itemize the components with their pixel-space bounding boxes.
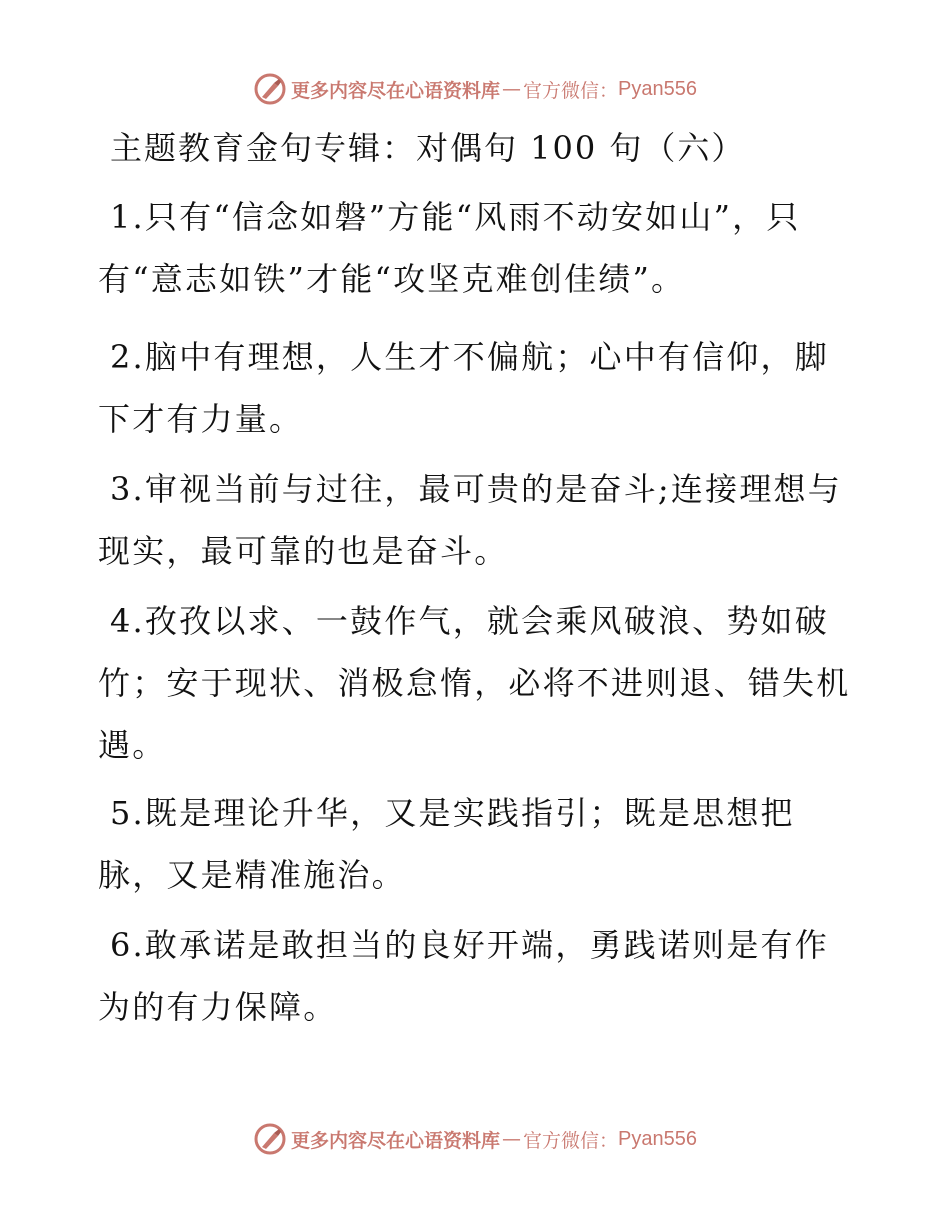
document-title: 主题教育金句专辑：对偶句 100 句（六） xyxy=(110,129,746,167)
watermark-separator: — xyxy=(502,78,522,100)
watermark-wechat-label: 官方微信： xyxy=(523,79,619,102)
list-item-5: 5.既是理论升华，又是实践指引；既是思想把脉，又是精准施治。 xyxy=(98,794,795,894)
pen-logo-icon xyxy=(253,1122,287,1156)
pen-logo-icon xyxy=(253,72,287,106)
list-item-1: 1.只有“信念如磐”方能“风雨不动安如山”，只有“意志如铁”才能“攻坚克难创佳绩”。 xyxy=(98,198,801,298)
list-item-6: 6.敢承诺是敢担当的良好开端，勇践诺则是有作为的有力保障。 xyxy=(98,926,829,1026)
watermark-separator: — xyxy=(502,1128,522,1150)
list-item-2: 2.脑中有理想，人生才不偏航；心中有信仰，脚下才有力量。 xyxy=(98,338,829,438)
list-item-3: 3.审视当前与过往，最可贵的是奋斗;连接理想与现实，最可靠的也是奋斗。 xyxy=(98,470,842,570)
watermark-text: 更多内容尽在心语资料库 xyxy=(291,1129,501,1152)
watermark-wechat-id: Pyan556 xyxy=(618,1127,697,1150)
list-item-4: 4.孜孜以求、一鼓作气，就会乘风破浪、势如破竹；安于现状、消极怠惰，必将不进则退、错失机遇。 xyxy=(98,602,851,764)
footer-watermark xyxy=(0,1122,950,1156)
header-watermark xyxy=(0,72,950,106)
watermark-wechat-label: 官方微信： xyxy=(523,1129,619,1152)
watermark-text: 更多内容尽在心语资料库 xyxy=(291,79,501,102)
watermark-wechat-id: Pyan556 xyxy=(618,77,697,100)
